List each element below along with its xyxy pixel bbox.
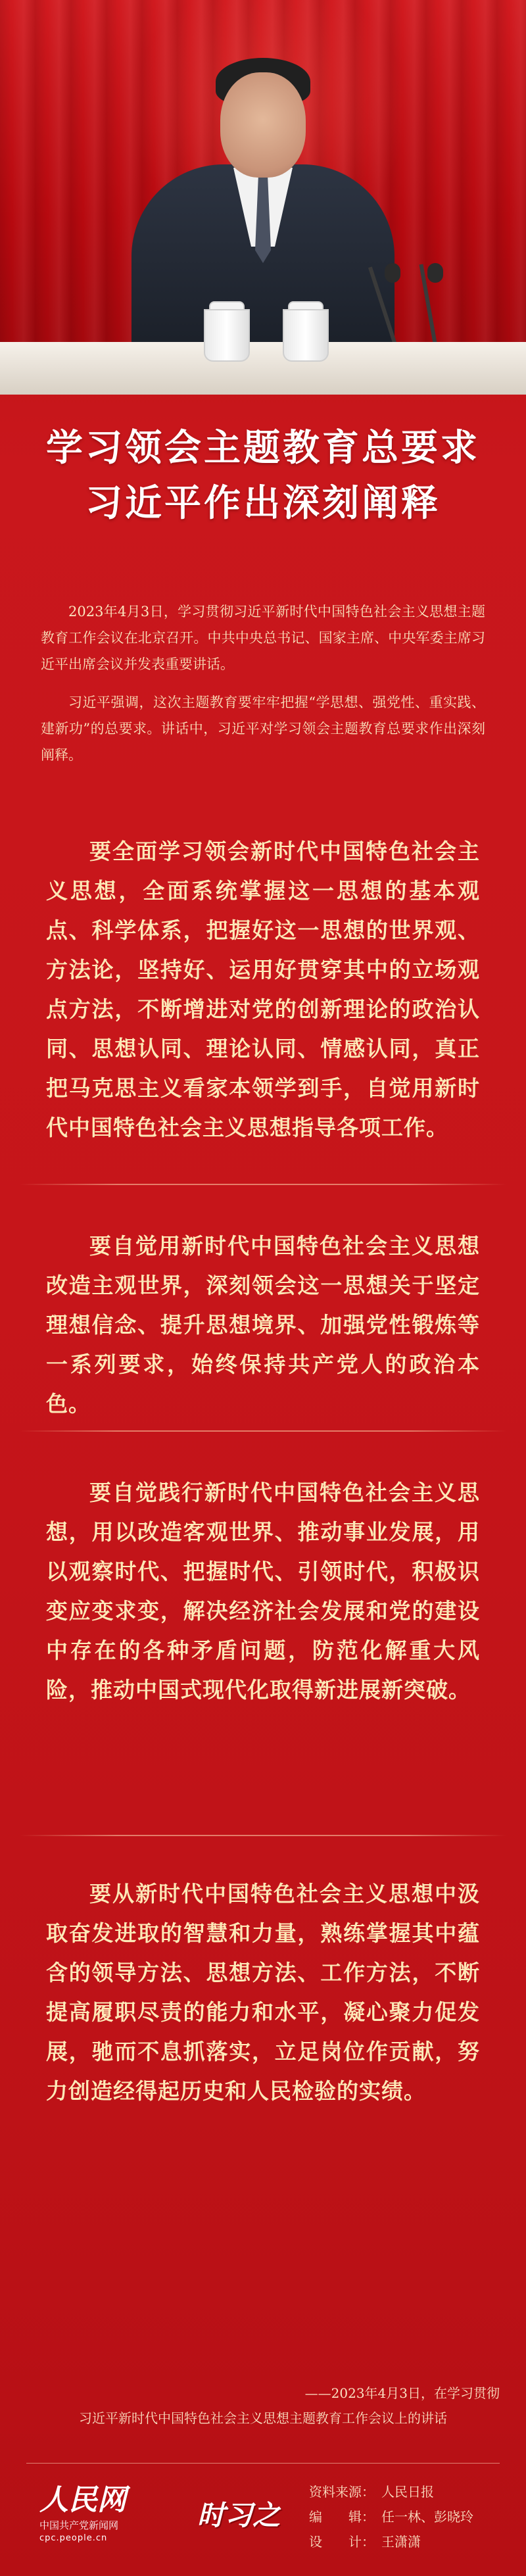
- logo-url-text: cpc.people.cn: [39, 2533, 108, 2543]
- intro-paragraph-2: 习近平强调，这次主题教育要牢牢把握“学思想、强党性、重实践、建新功”的总要求。讲话中，习近平对学习领会主题教育总要求作出深刻阐释。: [41, 694, 485, 763]
- credit-label: 设 计：: [309, 2534, 375, 2550]
- credit-label: 资料来源：: [309, 2484, 375, 2500]
- section-divider: [20, 1184, 506, 1185]
- microphone-icon: [385, 263, 400, 283]
- source-line-2: 习近平新时代中国特色社会主义思想主题教育工作会议上的讲话: [79, 2410, 447, 2426]
- quote-block-3: 要自觉践行新时代中国特色社会主义思想，用以改造客观世界、推动事业发展，用以观察时代、把握时代、引领时代，积极识变应变求变，解决经济社会发展和党的建设中存在的各种矛盾问题，防范化解重大风险，推动中国式现代化取得新进展新突破。: [46, 1480, 480, 1703]
- section-divider: [20, 1430, 506, 1432]
- tea-cup-icon: [204, 309, 250, 362]
- page-title: [0, 421, 526, 531]
- people-cn-logo: [39, 2483, 184, 2555]
- hero-photo: [0, 0, 526, 395]
- quote-block-1: 要全面学习领会新时代中国特色社会主义思想，全面系统掌握这一思想的基本观点、科学体系，把握好这一思想的世界观、方法论，坚持好、运用好贯穿其中的立场观点方法，不断增进对党的创新理论的政治认同、思想认同、理论认同、情感认同，真正把马克思主义看家本领学到手，自觉用新时代中国特色社会主义思想指导各项工作。: [46, 838, 480, 1140]
- shixizhi-logo: 时习之: [197, 2499, 281, 2531]
- quote-block-2: 要自觉用新时代中国特色社会主义思想改造主观世界，深刻领会这一思想关于坚定理想信念、提升思想境界、加强党性锻炼等一系列要求，始终保持共产党人的政治本色。: [46, 1233, 480, 1417]
- conference-table: [0, 342, 526, 395]
- logo-sub-text: 中国共产党新闻网: [39, 2519, 119, 2531]
- title-line-2: 习近平作出深刻阐释: [85, 482, 441, 525]
- microphone-icon: [427, 263, 443, 283]
- footer-divider: [26, 2463, 500, 2464]
- credit-value: 王潇潇: [381, 2534, 421, 2550]
- speaker-head: [220, 72, 306, 178]
- credit-row-source: [309, 2479, 506, 2504]
- tea-cup-icon: [283, 309, 329, 362]
- credit-label: 编 辑：: [309, 2509, 375, 2525]
- intro-text: [41, 598, 485, 780]
- title-line-1: 学习领会主题教育总要求: [46, 427, 480, 470]
- intro-paragraph-1: 2023年4月3日，学习贯彻习近平新时代中国特色社会主义思想主题教育工作会议在北京召开。中共中央总书记、国家主席、中央军委主席习近平出席会议并发表重要讲话。: [41, 604, 485, 672]
- credit-row-design: [309, 2529, 506, 2554]
- quote-block-4: 要从新时代中国特色社会主义思想中汲取奋发进取的智慧和力量，熟练掌握其中蕴含的领导方法、思想方法、工作方法，不断提高履职尽责的能力和水平，凝心聚力促发展，驰而不息抓落实，立足岗位作贡献，努力创造经得起历史和人民检验的实绩。: [46, 1881, 480, 2104]
- credit-row-editor: [309, 2504, 506, 2529]
- source-line-1: ——2023年4月3日，在学习贯彻: [304, 2385, 500, 2401]
- section-divider: [20, 1835, 506, 1836]
- credits: [309, 2479, 506, 2554]
- credit-value: 任一林、彭晓玲: [381, 2509, 473, 2525]
- logo-main-text: 人民网: [39, 2483, 126, 2517]
- source-citation: [26, 2381, 500, 2431]
- speaker-figure: [105, 46, 421, 335]
- credit-value: 人民日报: [381, 2484, 434, 2500]
